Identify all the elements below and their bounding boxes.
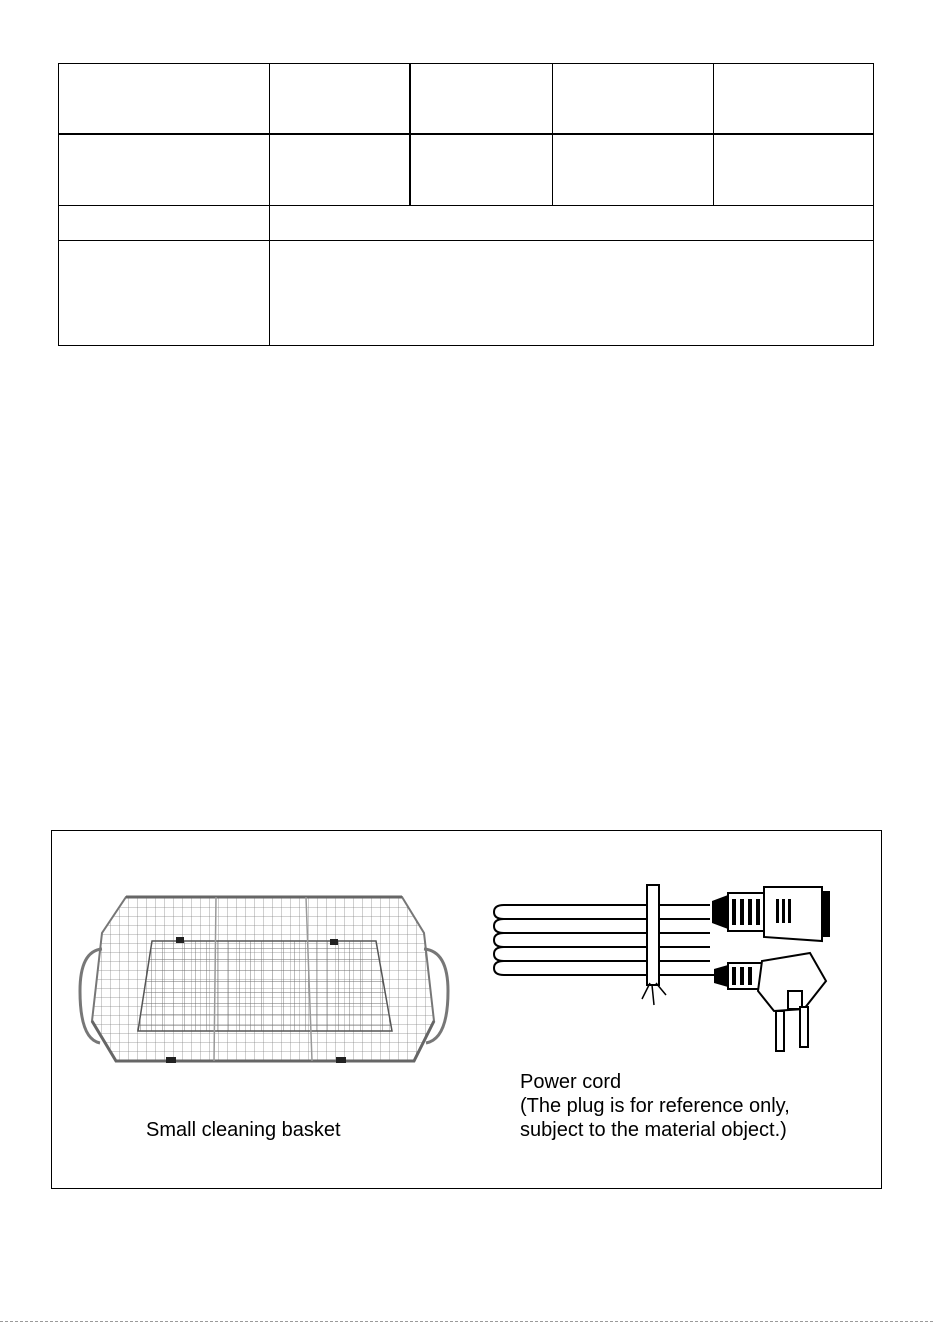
table-cell <box>269 63 411 135</box>
table-cell <box>269 134 411 206</box>
accessories-box <box>51 830 882 1189</box>
table-cell <box>58 134 270 206</box>
table-cell <box>269 205 874 241</box>
cord-caption-line: (The plug is for reference only, <box>520 1095 790 1117</box>
table-cell <box>410 134 553 206</box>
cord-caption-line: subject to the material object.) <box>520 1119 787 1141</box>
table-cell <box>58 205 270 241</box>
page-bottom-rule <box>0 1321 933 1322</box>
table-cell <box>58 63 270 135</box>
table-cell <box>552 63 714 135</box>
table-cell <box>58 240 270 346</box>
power-cord-icon <box>492 871 842 1056</box>
table-cell <box>269 240 874 346</box>
table-cell <box>713 134 874 206</box>
table-cell <box>410 63 553 135</box>
cleaning-basket-icon <box>74 871 454 1091</box>
basket-caption: Small cleaning basket <box>146 1119 341 1141</box>
table-cell <box>552 134 714 206</box>
spec-table <box>58 63 874 346</box>
table-cell <box>713 63 874 135</box>
cord-caption-line: Power cord <box>520 1071 622 1093</box>
